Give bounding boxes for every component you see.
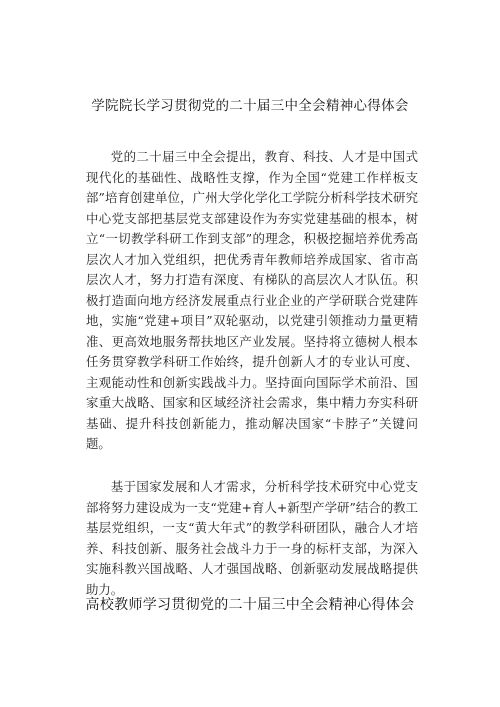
paragraph-2: 基于国家发展和人才需求，分析科学技术研究中心党支部将努力建设成为一支“党建+育人+新型产学研”结合的教工基层党组织，一支“黄大年式”的教学科研团队，融合人才培养、科技创新、服务社会战斗力于一身的标杆支部，为深入实施科教兴国战略、人才强国战略、创新驱动发展战略提供助力。 — [86, 479, 418, 597]
body-section-1 — [86, 147, 418, 455]
body-section-2 — [86, 477, 418, 600]
document-title: 学院院长学习贯彻党的二十届三中全会精神心得体会 — [91, 98, 409, 114]
paragraph-1: 党的二十届三中全会提出，教育、科技、人才是中国式现代化的基础性、战略性支撑，作为全国“党建工作样板支部”培育创建单位，广州大学化学化工学院分析科学技术研究中心党支部把基层党支部建设作为夯实党建基础的根本，树立“一切教学科研工作到支部”的理念，积极挖掘培养优秀高层次人才加入党组织，把优秀青年教师培养成国家、省市高层次人才，努力打造有深度、有梯队的高层次人才队伍。积极打造面向地方经济发展重点行业企业的产学研联合党建阵地，实施“党建+项目”双轮驱动，以党建引领推动力量更精准、更高效地服务帮扶地区产业发展。坚持将立德树人根本任务贯穿教学科研工作始终，提升创新人才的专业认可度、主观能动性和创新实践战斗力。坚持面向国际学术前沿、国家重大战略、国家和区域经济社会需求，集中精力夯实科研基础、提升科技创新能力，推动解决国家“卡脖子”关键问题。 — [86, 149, 418, 451]
next-document-title: 高校教师学习贯彻党的二十届三中全会精神心得体会 — [85, 597, 415, 613]
